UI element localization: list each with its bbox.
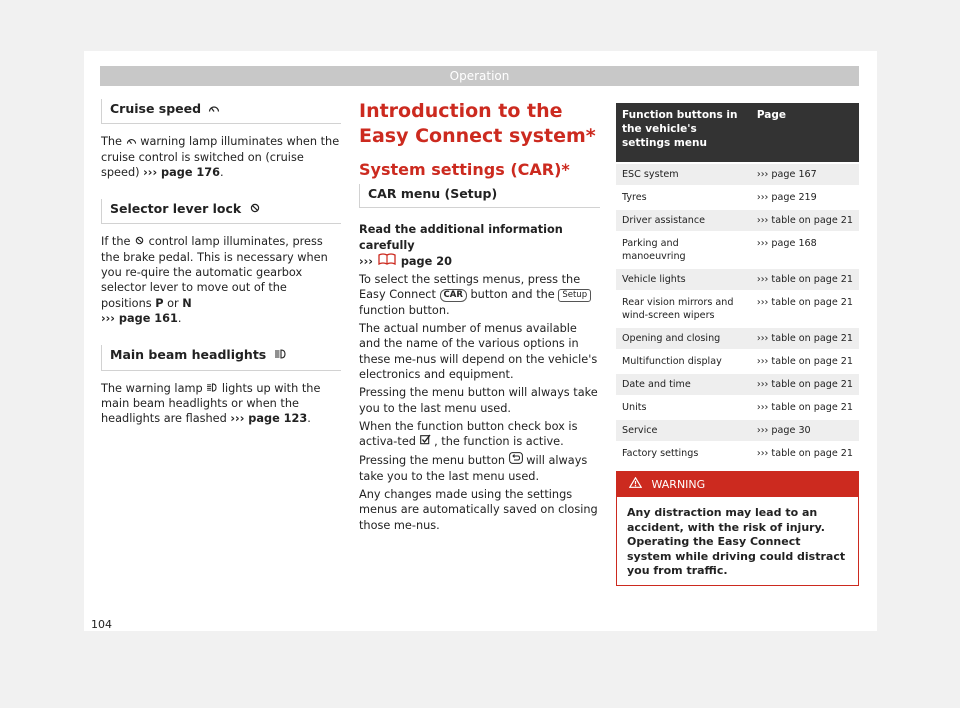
page-title: Introduction to the Easy Connect system* xyxy=(359,100,596,147)
beam-page-link[interactable]: ››› page 123 xyxy=(230,412,308,426)
table-page-link[interactable]: ››› table on page 21 xyxy=(751,292,859,326)
table-row: Units ››› table on page 21 xyxy=(616,397,859,418)
warning-box xyxy=(616,471,859,586)
left-column xyxy=(101,99,341,445)
cruise-paragraph: The warning lamp illuminates when the cruise control is switched on (cruise speed) ››› page 176. xyxy=(101,135,340,179)
section-subtitle: System settings (CAR)* xyxy=(359,160,570,179)
paragraph-menus: The actual number of menus available and the name of the various options in these me-nus will depend on the vehicle's electronics and equipment. xyxy=(359,322,598,381)
table-page-link[interactable]: ››› table on page 21 xyxy=(751,351,859,372)
cruise-control-lamp-icon xyxy=(208,103,220,116)
paragraph-last-menu: Pressing the menu button will always take you to the last menu used. xyxy=(359,386,598,415)
cruise-control-lamp-icon xyxy=(126,136,137,145)
cruise-heading: Cruise speed xyxy=(101,99,341,124)
paragraph-back: Pressing the menu button will always take you to the last menu used. xyxy=(359,454,588,483)
warning-header: WARNING xyxy=(617,472,858,497)
warning-text: Any distraction may lead to an accident, with the risk of injury. Operating the Easy Connect system while driving could distract you from traffic. xyxy=(627,506,846,577)
table-row: ESC system ››› page 167 xyxy=(616,164,859,185)
brake-pedal-lamp-icon xyxy=(249,203,261,216)
table-row: Opening and closing ››› table on page 21 xyxy=(616,328,859,349)
section-header: Operation xyxy=(100,66,859,86)
table-row: Parking and manoeuvring ››› page 168 xyxy=(616,233,859,267)
table-page-link[interactable]: ››› table on page 21 xyxy=(751,328,859,349)
read-info-line: Read the additional information carefully ››› page 20 xyxy=(359,223,563,268)
selector-paragraph: If the control lamp illuminates, press the brake pedal. This is necessary when you re-quire the automatic gearbox selector lever to move out of the positions P or N ››› page 161. xyxy=(101,235,328,325)
table-page-link[interactable]: ››› table on page 21 xyxy=(751,269,859,290)
function-buttons-table xyxy=(616,101,859,466)
book-icon xyxy=(377,255,401,268)
table-page-link[interactable]: ››› page 219 xyxy=(751,187,859,208)
paragraph-checkbox: When the function button check box is activa-ted , the function is active. xyxy=(359,419,578,449)
table-row: Rear vision mirrors and wind-screen wipers ››› table on page 21 xyxy=(616,292,859,326)
selector-page-link[interactable]: ››› page 161 xyxy=(101,311,178,325)
setup-key-icon: Setup xyxy=(558,289,591,302)
table-page-link[interactable]: ››› table on page 21 xyxy=(751,397,859,418)
page-number: 104 xyxy=(91,618,112,631)
paragraph-select: To select the settings menus, press the Easy Connect CAR button and the Setup function button. xyxy=(359,272,600,318)
car-key-icon: CAR xyxy=(440,289,467,302)
table-page-link[interactable]: ››› table on page 21 xyxy=(751,374,859,395)
main-beam-lamp-icon xyxy=(206,383,218,392)
brake-pedal-lamp-icon xyxy=(134,236,145,245)
table-page-link[interactable]: ››› page 30 xyxy=(751,420,859,441)
beam-paragraph: The warning lamp lights up with the main beam headlights or when the headlights are flashed ››› page 123. xyxy=(101,381,321,426)
back-button-icon xyxy=(509,454,527,467)
right-column xyxy=(616,101,859,586)
table-page-link[interactable]: ››› table on page 21 xyxy=(751,210,859,231)
table-page-link[interactable]: ››› page 167 xyxy=(751,164,859,185)
table-row: Vehicle lights ››› table on page 21 xyxy=(616,269,859,290)
checked-checkbox-icon xyxy=(420,435,435,448)
paragraph-autosave: Any changes made using the settings menus are automatically saved on closing those me-nus. xyxy=(359,488,598,532)
table-page-link[interactable]: ››› page 168 xyxy=(751,233,859,267)
table-row: Driver assistance ››› table on page 21 xyxy=(616,210,859,231)
middle-column xyxy=(359,99,600,536)
table-row: Service ››› page 30 xyxy=(616,420,859,441)
table-row: Tyres ››› page 219 xyxy=(616,187,859,208)
cruise-page-link[interactable]: ››› page 176 xyxy=(143,165,221,179)
table-header-function: Function buttons in the vehicle's settings menu xyxy=(616,103,751,162)
warning-triangle-icon xyxy=(629,478,646,491)
table-row: Factory settings ››› table on page 21 xyxy=(616,443,859,464)
table-row: Multifunction display ››› table on page 21 xyxy=(616,351,859,372)
menu-heading: CAR menu (Setup) xyxy=(359,184,600,208)
table-page-link[interactable]: ››› table on page 21 xyxy=(751,443,859,464)
table-header-page: Page xyxy=(751,103,859,162)
selector-heading: Selector lever lock xyxy=(101,199,341,224)
table-row: Date and time ››› table on page 21 xyxy=(616,374,859,395)
main-beam-lamp-icon xyxy=(274,349,287,362)
beam-heading: Main beam headlights xyxy=(101,345,341,370)
read-info-page-link[interactable]: page 20 xyxy=(400,254,452,268)
